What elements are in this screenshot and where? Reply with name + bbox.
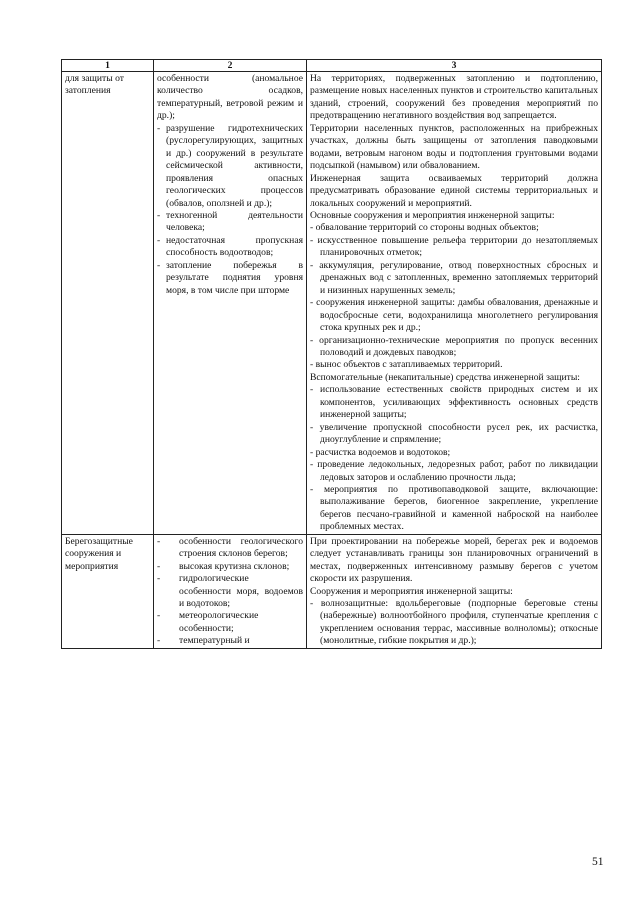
paragraph: На территориях, подверженных затоплению и подтоплению, размещение новых населенных пунктов и строительство капитальных зданий, строений, сооружений без проведения мероприятий по предотвращению негативного воздействия вод запрещается.	[310, 73, 598, 122]
list-item: - вынос объектов с затапливаемых территорий.	[310, 359, 503, 371]
paragraph: Сооружения и мероприятия инженерной защиты:	[310, 585, 513, 597]
row2-measures	[307, 534, 602, 648]
regulation-table	[61, 59, 602, 649]
list-item: - сооружения инженерной защиты: дамбы обвалования, дренажные и водосбросные сети, водохранилища многолетнего регулирования стока крупных рек и др.;	[310, 297, 598, 334]
table-row	[62, 72, 602, 535]
header-col-2: 2	[154, 60, 307, 72]
list-item: - аккумуляция, регулирование, отвод поверхностных сбросных и дренажных вод с затопленных, временно затопляемых территорий и низинных нарушенных земель;	[310, 259, 598, 296]
list-item: - расчистка водоемов и водотоков;	[310, 446, 451, 458]
list-item: - метеорологические особенности;	[157, 610, 259, 634]
row1-factors	[154, 72, 307, 535]
list-item: - особенности геологического строения склонов берегов;	[157, 535, 303, 560]
list-item: - затопление побережья в результате поднятия уровня моря, в том числе при шторме	[157, 259, 303, 296]
list-item: - недостаточная пропускная способность водоотводов;	[157, 234, 303, 259]
paragraph: Территории населенных пунктов, расположенных на прибрежных участках, должны быть защищены от затопления паводковыми водами, ветровым нагоном воды и подтопления грунтовыми водами подсыпкой (намывом) или обвалованием.	[310, 122, 598, 172]
aux-title: Вспомогательные (некапитальные) средства инженерной защиты:	[310, 371, 580, 383]
list-item: - искусственное повышение рельефа территории до незатопляемых планировочных отметок;	[310, 234, 598, 259]
list-item: - проведение ледокольных, ледорезных работ, работ по ликвидации ледовых заторов и ослаблению прочности льда;	[310, 459, 598, 483]
list-item: - использование естественных свойств природных систем и их компонентов, усиливающих эффективность основных средств инженерной защиты;	[310, 384, 598, 421]
header-col-1: 1	[62, 60, 154, 72]
list-item: - высокая крутизна склонов;	[157, 560, 290, 572]
row1-measures	[307, 72, 602, 535]
list-item: - организационно-технические мероприятия по пропуск весенних половодий и дождевых паводков;	[310, 334, 598, 358]
list-item: - гидрологические особенности моря, водоемов и водотоков;	[157, 573, 303, 610]
row1-category: для защиты от затопления	[62, 72, 154, 535]
list-item: - разрушение гидротехнических (руслорегулирующих, защитных и др.) сооружений в результате сейсмической активности, проявления опасных геологических процессов (обвалов, оползней и др.);	[157, 122, 303, 209]
table-row	[62, 534, 602, 648]
list-item: - увеличение пропускной способности русел рек, их расчистка, дноуглубление и спрямление;	[310, 421, 598, 446]
row2-category: Берегозащитные сооружения и мероприятия	[62, 534, 154, 648]
header-col-3: 3	[307, 60, 602, 72]
list-item: - мероприятия по противопаводковой защите, включающие: выполаживание берегов, биогенное закрепление, укрепление берегов песчано-гравийной и каменной наброской на наиболее проблемных местах.	[310, 483, 598, 533]
paragraph: Основные сооружения и мероприятия инженерной защиты:	[310, 209, 555, 221]
list-item: - волнозащитные: вдольбереговые (подпорные береговые стены (набережные) волноотбойного профиля, ступенчатые крепления с укреплением основания террас, массивные волноломы); откосные (монолитные, гибкие покрытия и др.);	[310, 598, 598, 647]
paragraph: Инженерная защита осваиваемых территорий должна предусматривать образование единой системы территориальных и локальных сооружений и мероприятий.	[310, 172, 598, 209]
header-row	[62, 60, 602, 72]
list-item: - техногенной деятельности человека;	[157, 209, 303, 234]
paragraph: При проектировании на побережье морей, берегах рек и водоемов следует устанавливать границы зон планировочных ограничений в местах, подверженных интенсивному размыву берегов с учетом скорости их разрушения.	[310, 535, 598, 585]
row1-factor-lead: особенности (аномальное количество осадков, температурный, ветровой режим и др.);	[157, 73, 303, 122]
list-item: - температурный и	[157, 635, 250, 647]
page-number: 51	[592, 856, 604, 868]
list-item: - обвалование территорий со стороны водных объектов;	[310, 222, 539, 234]
row2-factors	[154, 534, 307, 648]
